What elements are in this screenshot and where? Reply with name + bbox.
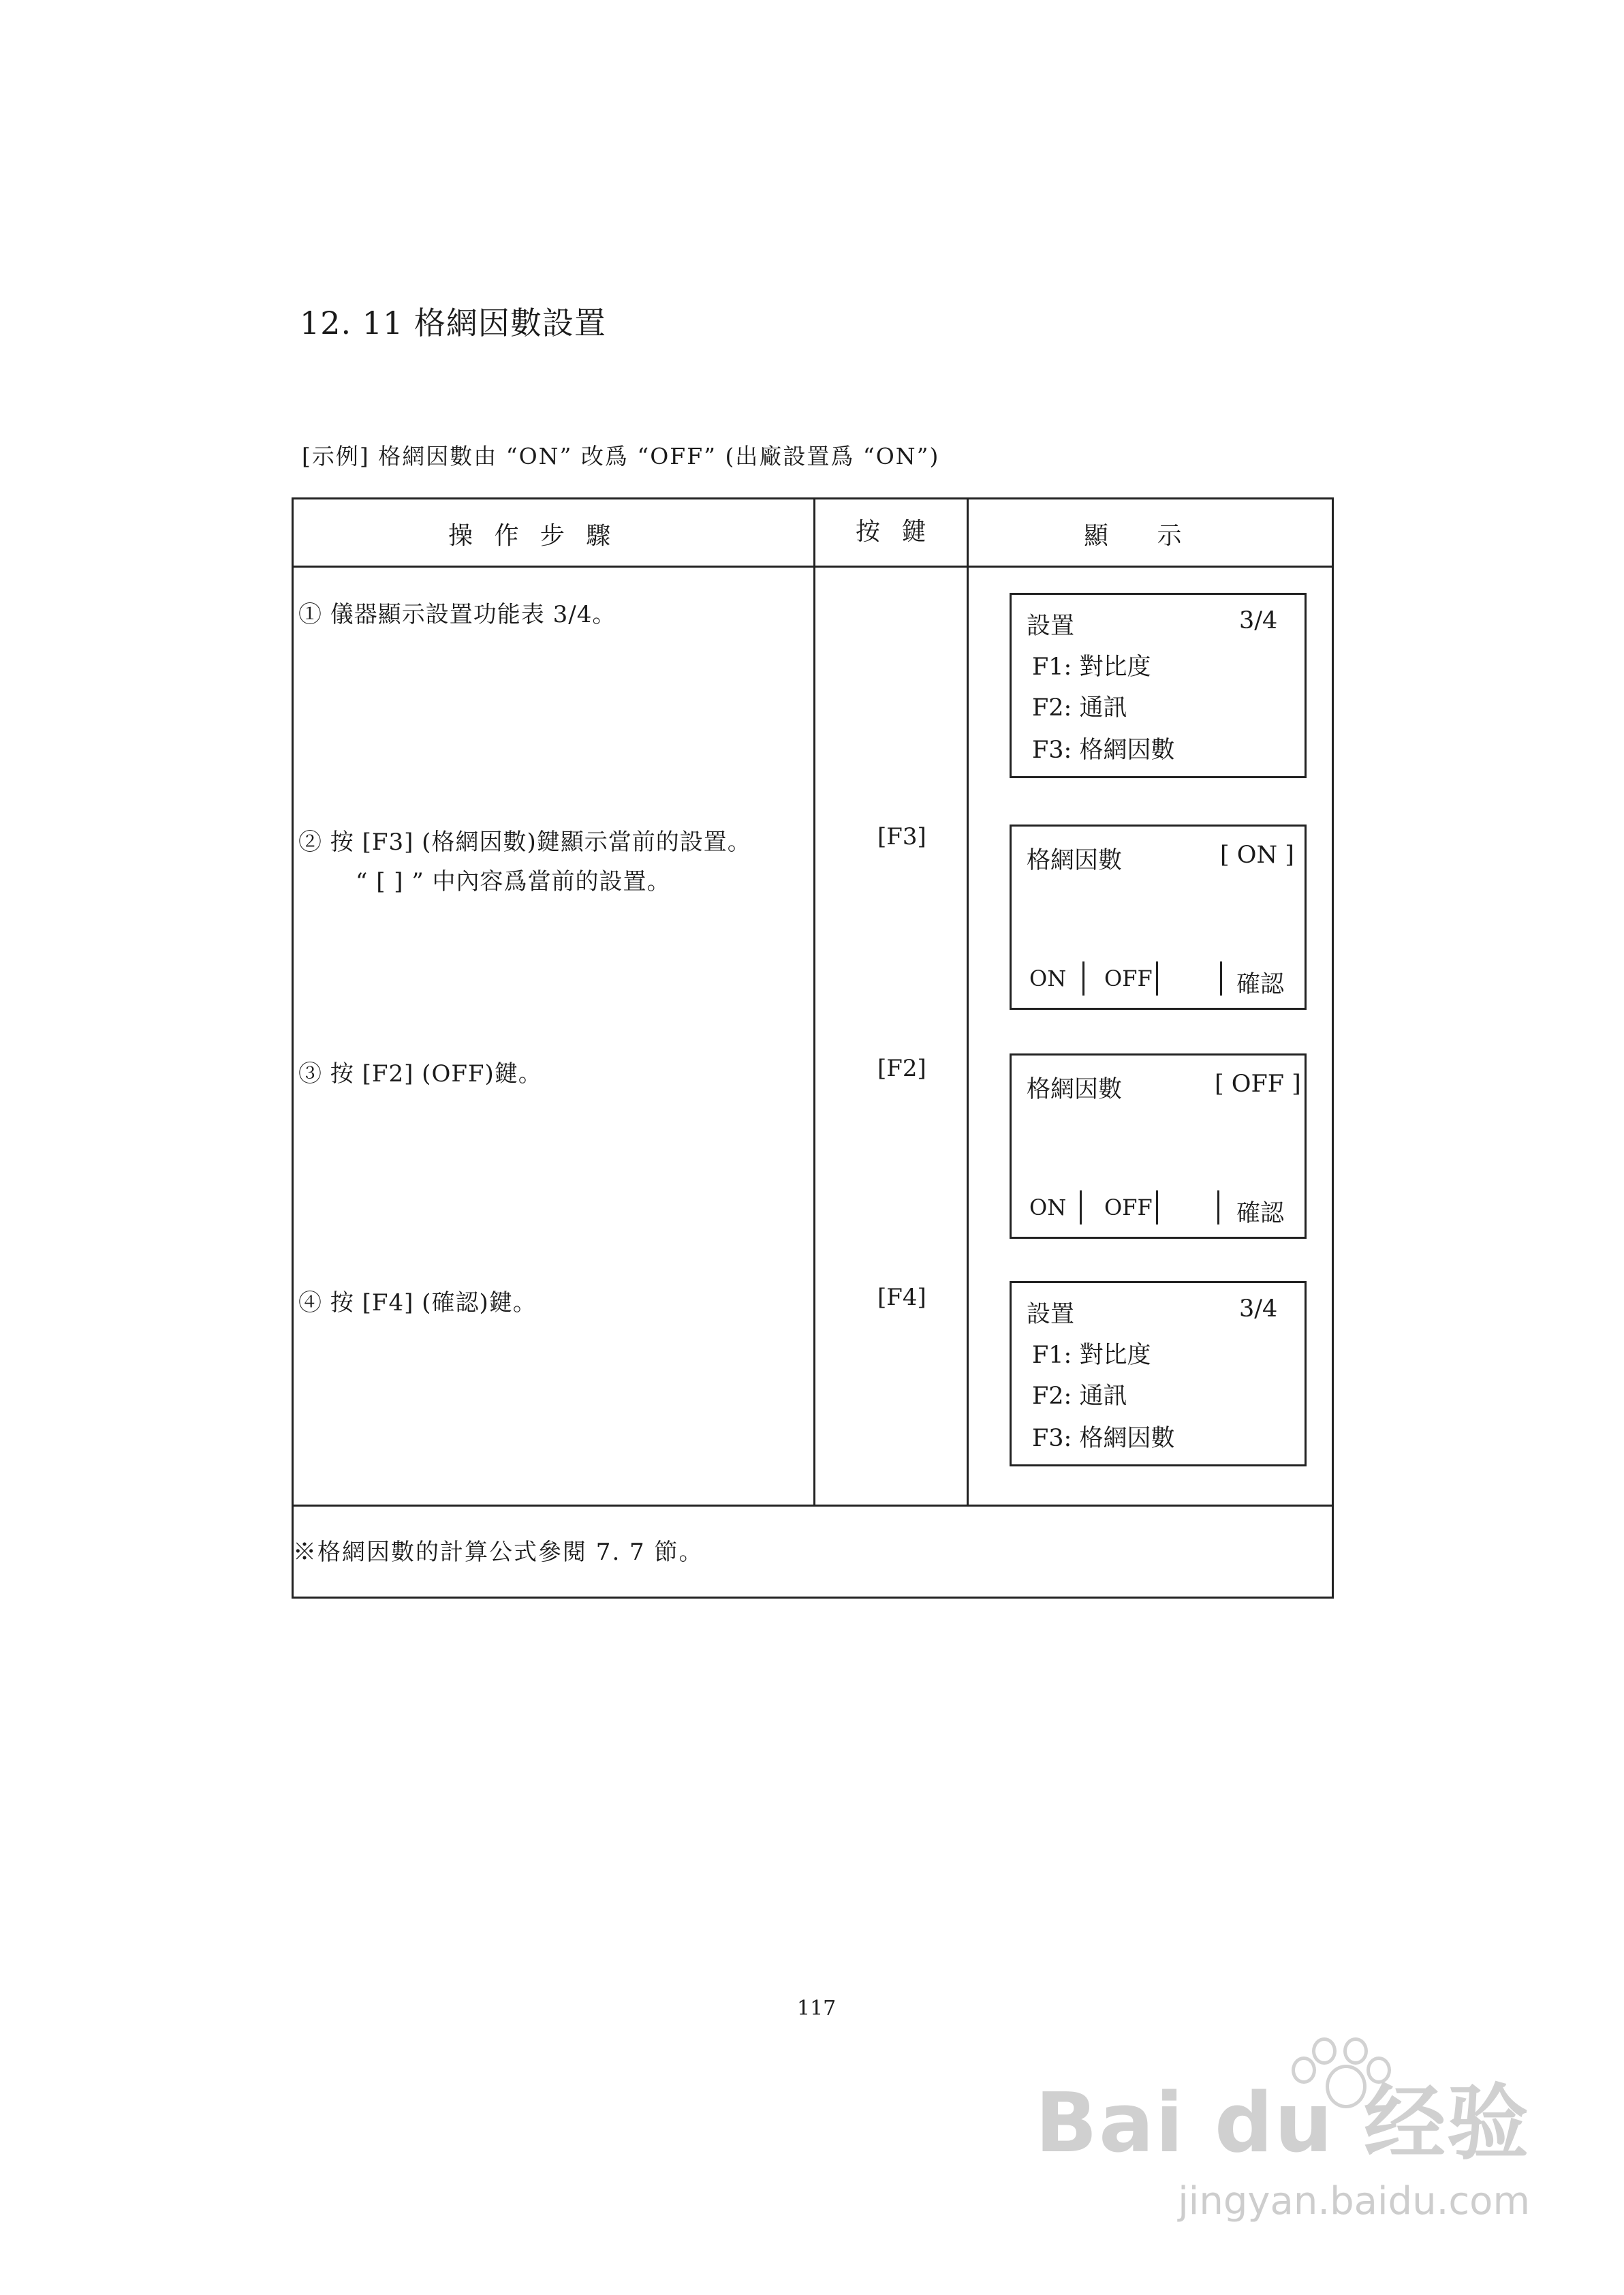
step-2-note: “ [ ] ” 中內容爲當前的設置。: [356, 868, 671, 895]
softkey-off: OFF: [1104, 1195, 1153, 1220]
menu-item-f3: F3: 格網因數: [1032, 1425, 1175, 1452]
step-1: ① 儀器顯示設置功能表 3/4。: [298, 601, 616, 628]
screen-page: 3/4: [1239, 1295, 1278, 1323]
display-screen-grid-on: [1010, 825, 1307, 1010]
softkey-confirm: 確認: [1236, 1200, 1285, 1227]
screen-title: 設置: [1027, 1301, 1075, 1328]
screen-title: 格網因數: [1027, 847, 1123, 874]
watermark-url: jingyan.baidu.com: [1178, 2179, 1530, 2223]
step-3: ③ 按 [F2] (OFF)鍵。: [298, 1060, 542, 1088]
display-screen-setup: [1010, 593, 1307, 778]
screen-page: 3/4: [1239, 607, 1278, 634]
screen-value: [ OFF ]: [1215, 1071, 1301, 1098]
page-number: 117: [797, 1997, 837, 2020]
example-caption: [示例] 格網因數由 “ON” 改爲 “OFF” (出廠設置爲 “ON”): [302, 443, 940, 469]
screen-title: 設置: [1027, 613, 1075, 640]
menu-item-f1: F1: 對比度: [1032, 653, 1151, 681]
menu-item-f3: F3: 格網因數: [1032, 737, 1175, 764]
display-screen-grid-off: [1010, 1053, 1307, 1239]
baidu-watermark: [1035, 2058, 1530, 2223]
header-key: 按 鍵: [856, 518, 933, 546]
softkey-off: OFF: [1104, 966, 1153, 991]
step-4: ④ 按 [F4] (確認)鍵。: [298, 1289, 537, 1316]
procedure-table: [292, 497, 1334, 1599]
key-f3: [F3]: [877, 823, 926, 850]
softkey-on: ON: [1029, 1195, 1067, 1220]
menu-item-f2: F2: 通訊: [1032, 1383, 1127, 1410]
screen-value: [ ON ]: [1220, 842, 1294, 869]
key-f2: [F2]: [877, 1055, 926, 1082]
footnote: ※格網因數的計算公式參閱 7. 7 節。: [293, 1539, 704, 1566]
menu-item-f1: F1: 對比度: [1032, 1342, 1151, 1369]
header-display: 顯 示: [1084, 522, 1189, 550]
screen-title: 格網因數: [1027, 1076, 1123, 1103]
step-2: ② 按 [F3] (格網因數)鍵顯示當前的設置。: [298, 829, 751, 856]
key-f4: [F4]: [877, 1284, 926, 1311]
softkey-confirm: 確認: [1236, 971, 1285, 998]
softkey-on: ON: [1029, 966, 1067, 991]
watermark-brand: Bai du 经验: [1035, 2076, 1530, 2171]
display-screen-setup-final: [1010, 1281, 1307, 1466]
section-title: 12. 11 格網因數設置: [300, 305, 606, 341]
header-steps: 操 作 步 驟: [448, 522, 618, 550]
menu-item-f2: F2: 通訊: [1032, 694, 1127, 722]
